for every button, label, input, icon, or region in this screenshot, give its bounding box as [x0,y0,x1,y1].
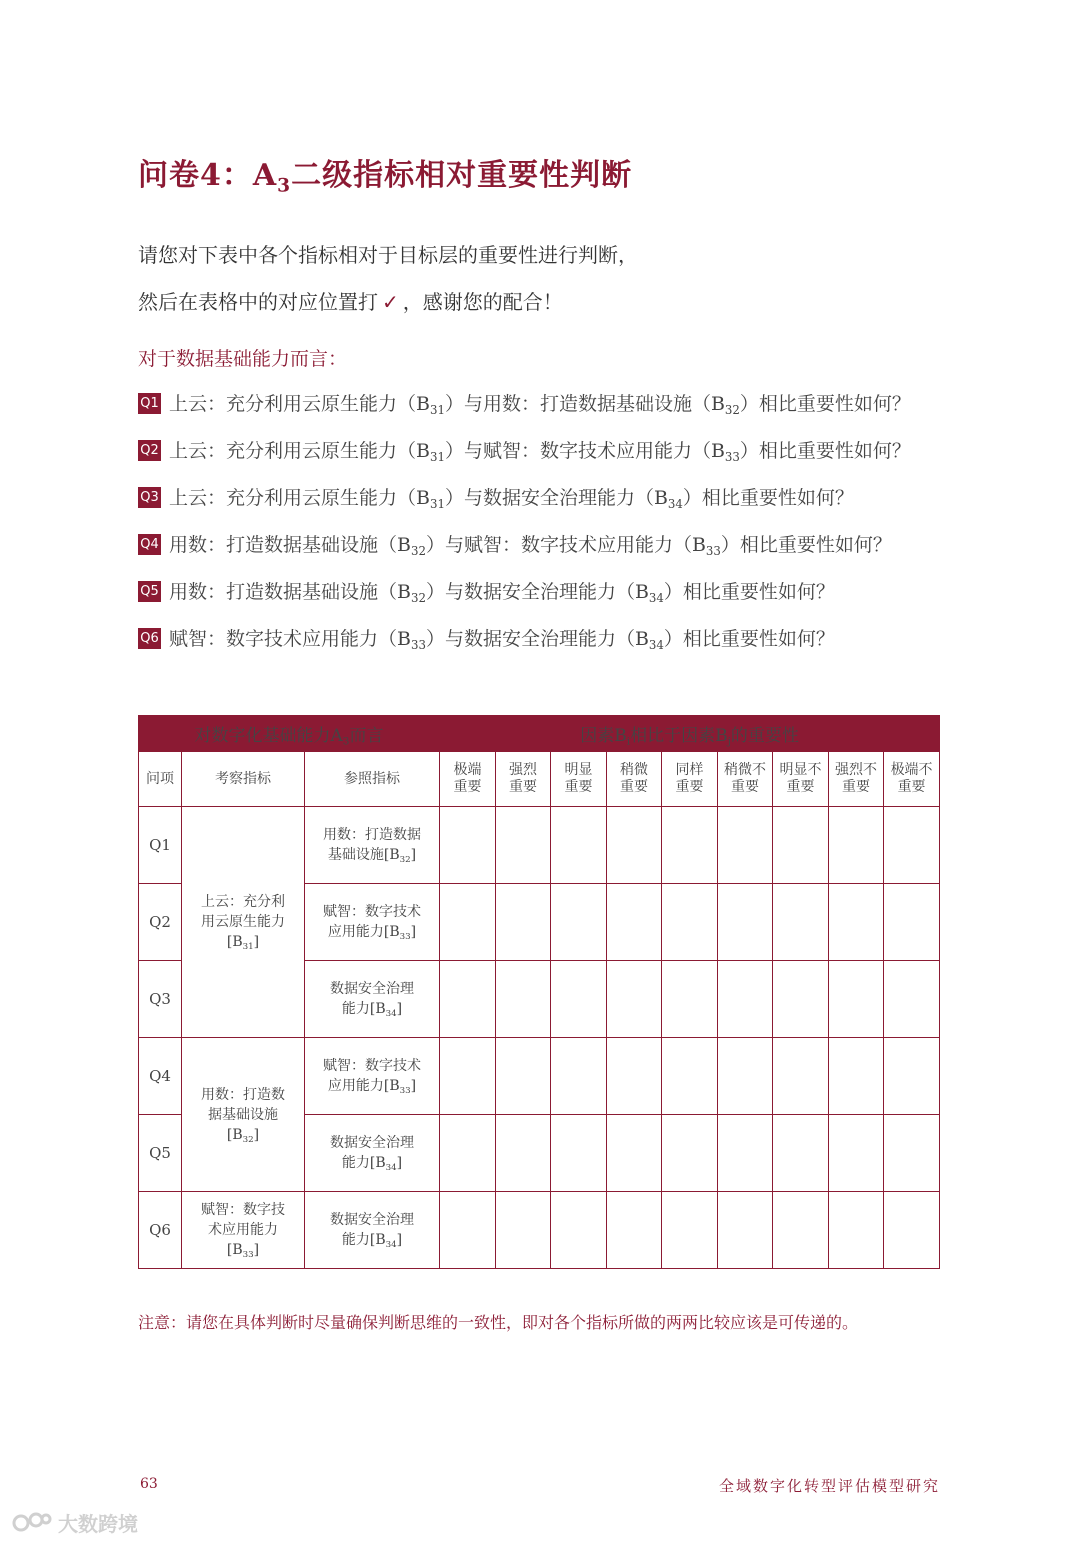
answer-cell[interactable] [662,1192,718,1269]
reference-code-close: ] [410,847,417,863]
list-item [138,623,1018,670]
scale-label-line2: 重要 [731,779,759,795]
reference-cell [305,1038,440,1115]
list-item [138,388,1018,435]
answer-cell[interactable] [662,884,718,961]
table-row [139,807,940,884]
answer-cell[interactable] [551,1115,607,1192]
header-left-sub: 3 [342,735,350,748]
question-fragment: 上云：充分利用云原生能力（B [169,393,430,415]
question-fragment: ）与数据安全治理能力（B [425,628,649,650]
question-text [169,576,835,608]
col-factor: 考察指标 [182,752,305,807]
answer-cell[interactable] [884,1192,940,1269]
question-subscript: 33 [705,544,721,559]
factor-code-close: ] [253,934,260,950]
question-subscript: 31 [429,403,445,418]
answer-cell[interactable] [607,1038,662,1115]
answer-cell[interactable] [662,1115,718,1192]
table-header-sub [139,752,940,807]
question-badge: Q2 [138,440,161,461]
scale-header [496,752,551,807]
scale-label-line1: 同样 [675,762,704,778]
note: 注意：请您在具体判断时尽量确保判断思维的一致性，即对各个指标所做的两两比较应该是可传递的。 [138,1313,859,1332]
reference-code: 能力[B [341,1155,386,1171]
scale-header [607,752,662,807]
title-subscript: 3 [277,175,292,197]
factor-line1: 赋智：数字技 [201,1202,285,1218]
scale-header [551,752,607,807]
answer-cell[interactable] [773,807,829,884]
scale-header [773,752,829,807]
factor-code [182,1125,304,1145]
question-badge: Q6 [138,628,161,649]
row-question-id: Q6 [139,1192,182,1269]
answer-cell[interactable] [829,1115,884,1192]
answer-cell[interactable] [829,807,884,884]
answer-cell[interactable] [440,807,496,884]
intro-paragraph [138,232,958,326]
row-question-id: Q2 [139,884,182,961]
answer-cell[interactable] [440,884,496,961]
reference-line2 [305,1153,439,1173]
reference-line2 [305,922,439,942]
question-text [169,482,854,514]
answer-cell[interactable] [718,1115,773,1192]
header-left-post: 而言 [349,726,384,746]
scale-label-line1: 强烈不 [835,762,877,778]
reference-code: 应用能力[B [327,1078,400,1094]
scale-label-line2: 重要 [564,779,593,795]
question-text [169,388,911,420]
question-fragment: ）与用数：打造数据基础设施（B [444,393,725,415]
scale-label-line2: 重要 [842,779,870,795]
header-right-post: 的重要性 [730,726,799,746]
answer-cell[interactable] [773,1038,829,1115]
question-fragment: ）与赋智：数字技术应用能力（B [444,440,725,462]
answer-cell[interactable] [718,807,773,884]
intro-line-2-before: 然后在表格中的对应位置打 [138,290,378,314]
answer-cell[interactable] [773,1192,829,1269]
reference-cell [305,961,440,1038]
question-fragment: ）与数据安全治理能力（B [444,487,668,509]
reference-code-sub: 34 [385,1163,397,1174]
answer-cell[interactable] [551,1192,607,1269]
reference-line1: 数据安全治理 [330,1135,414,1151]
answer-cell[interactable] [773,961,829,1038]
row-question-id: Q4 [139,1038,182,1115]
factor-code-sub: 32 [242,1134,254,1145]
question-fragment: ）与数据安全治理能力（B [425,581,649,603]
table-row [139,1038,940,1115]
answer-cell[interactable] [551,807,607,884]
question-badge: Q5 [138,581,161,602]
reference-cell [305,884,440,961]
question-fragment: 上云：充分利用云原生能力（B [169,440,430,462]
answer-cell[interactable] [662,1038,718,1115]
running-title: 全域数字化转型评估模型研究 [718,1477,940,1495]
list-item [138,529,1018,576]
reference-line1: 赋智：数字技术 [323,1058,421,1074]
row-question-id: Q1 [139,807,182,884]
reference-line2 [305,1230,439,1250]
reference-code-sub: 33 [399,932,411,943]
header-right-pre: 因素B [580,726,627,746]
table-body [139,807,940,1269]
factor-line2: 术应用能力 [208,1222,278,1238]
scale-label-line1: 强烈 [509,762,537,778]
factor-line2: 用云原生能力 [201,914,285,930]
answer-cell[interactable] [551,1038,607,1115]
question-fragment: ）相比重要性如何？ [682,487,854,509]
question-subscript: 33 [724,450,740,465]
factor-code-close: ] [253,1126,260,1143]
factor-code-close: ] [253,1242,260,1258]
reference-code-close: ] [396,1232,403,1248]
question-badge: Q4 [138,534,161,555]
answer-cell[interactable] [551,884,607,961]
answer-cell[interactable] [829,961,884,1038]
answer-cell[interactable] [829,884,884,961]
question-subscript: 33 [410,638,426,653]
answer-cell[interactable] [773,884,829,961]
header-right-sub-i: i [626,735,631,748]
question-badge: Q3 [138,487,161,508]
question-subscript: 32 [410,544,426,559]
question-fragment: 上云：充分利用云原生能力（B [169,487,430,509]
question-subscript: 31 [429,497,445,512]
factor-line2: 据基础设施 [208,1106,278,1123]
factor-line1: 上云：充分利 [201,894,285,910]
answer-cell[interactable] [496,1192,551,1269]
factor-code-sub: 31 [242,942,254,953]
scale-header [884,752,940,807]
header-left-pre: 对数字化基础能力A [194,726,343,746]
answer-cell[interactable] [551,961,607,1038]
title-prefix: 问卷4：A [138,158,278,193]
answer-cell[interactable] [884,1115,940,1192]
answer-cell[interactable] [718,884,773,961]
watermark [12,1508,138,1537]
reference-code: 能力[B [341,1232,386,1248]
question-fragment: ）相比重要性如何？ [663,628,835,650]
scale-label-line2: 重要 [786,779,815,795]
reference-code-sub: 34 [385,1009,397,1020]
col-reference: 参照指标 [305,752,440,807]
answer-cell[interactable] [496,961,551,1038]
question-fragment: ）相比重要性如何？ [663,581,835,603]
scale-label-line1: 稍微 [620,762,648,778]
answer-cell[interactable] [718,1038,773,1115]
answer-cell[interactable] [884,884,940,961]
table-row [139,1192,940,1269]
scale-label-line2: 重要 [675,779,704,795]
question-fragment: 赋智：数字技术应用能力（B [169,628,411,650]
scale-label-line2: 重要 [897,779,926,795]
answer-cell[interactable] [773,1115,829,1192]
survey-table [138,715,940,1269]
scale-label-line1: 稍微不 [724,762,766,778]
reference-code: 应用能力[B [327,924,400,940]
answer-cell[interactable] [829,1038,884,1115]
list-item [138,482,1018,529]
question-subscript: 31 [429,450,445,465]
question-fragment: 用数：打造数据基础设施（B [169,534,411,556]
question-subscript: 32 [724,403,740,418]
intro-line-2 [138,279,958,326]
reference-line1: 用数：打造数据 [323,827,421,843]
answer-cell[interactable] [496,1115,551,1192]
factor-code-b: [B [226,934,243,950]
question-text [169,529,892,561]
reference-code: 基础设施[B [327,847,400,863]
list-item [138,435,1018,482]
reference-line1: 数据安全治理 [330,981,414,997]
question-fragment: ）相比重要性如何？ [720,534,892,556]
col-question: 问项 [139,752,182,807]
question-list [138,388,1018,670]
factor-cell [182,807,305,1038]
reference-line2 [305,1076,439,1096]
reference-line1: 数据安全治理 [330,1212,414,1228]
reference-line2 [305,999,439,1019]
factor-code [182,932,304,952]
page-number: 63 [140,1476,158,1492]
factor-cell [182,1038,305,1192]
reference-cell [305,807,440,884]
scale-label-line1: 明显 [564,762,593,778]
answer-cell[interactable] [829,1192,884,1269]
factor-line1: 用数：打造数 [201,1086,285,1103]
reference-code-sub: 34 [385,1240,397,1251]
question-subscript: 34 [648,591,664,606]
scale-header [662,752,718,807]
scale-label-line1: 明显不 [779,762,822,778]
factor-cell [182,1192,305,1269]
watermark-text: 大数跨境 [58,1512,138,1536]
factor-code-b: [B [226,1242,243,1258]
header-right-sub-j: j [727,735,731,748]
reference-code-sub: 32 [399,855,411,866]
intro-line-1: 请您对下表中各个指标相对于目标层的重要性进行判断， [138,243,638,267]
answer-cell[interactable] [496,1038,551,1115]
header-left [139,716,440,752]
question-fragment: 用数：打造数据基础设施（B [169,581,411,603]
answer-cell[interactable] [662,961,718,1038]
factor-code-b: [B [226,1126,243,1143]
scale-label-line1: 极端 [453,762,482,778]
reference-code-close: ] [396,1001,403,1017]
answer-cell[interactable] [884,961,940,1038]
question-subscript: 32 [410,591,426,606]
answer-cell[interactable] [884,1038,940,1115]
answer-cell[interactable] [607,1192,662,1269]
factor-code-sub: 33 [242,1250,254,1261]
scale-header [440,752,496,807]
check-mark-icon: ✓ [382,290,399,314]
header-right-mid: 相比于因素B [630,726,728,746]
scale-header [829,752,884,807]
reference-code-close: ] [410,924,417,940]
scale-label-line2: 重要 [453,779,482,795]
reference-code: 能力[B [341,1001,386,1017]
table-header-main [139,716,940,752]
reference-cell [305,1192,440,1269]
title-suffix: 二级指标相对重要性判断 [291,158,633,193]
watermark-logo-icon [12,1511,52,1535]
reference-line2 [305,845,439,865]
intro-line-2-after: ，感谢您的配合！ [402,290,563,314]
answer-cell[interactable] [607,961,662,1038]
answer-cell[interactable] [440,1115,496,1192]
answer-cell[interactable] [607,1115,662,1192]
header-right [440,716,940,752]
answer-cell[interactable] [607,884,662,961]
question-fragment: ）相比重要性如何？ [739,440,911,462]
reference-code-close: ] [396,1155,403,1171]
question-badge: Q1 [138,393,161,414]
list-item [138,576,1018,623]
reference-line1: 赋智：数字技术 [323,904,421,920]
scale-label-line2: 重要 [620,779,648,795]
reference-cell [305,1115,440,1192]
reference-code-sub: 33 [399,1086,411,1097]
scale-label-line1: 极端不 [890,762,933,778]
row-question-id: Q3 [139,961,182,1038]
question-text [169,623,835,655]
factor-code [182,1240,304,1260]
answer-cell[interactable] [718,1192,773,1269]
section-label: 对于数据基础能力而言： [138,348,348,370]
answer-cell[interactable] [496,884,551,961]
answer-cell[interactable] [496,807,551,884]
question-text [169,435,911,467]
question-fragment: ）与赋智：数字技术应用能力（B [425,534,706,556]
answer-cell[interactable] [718,961,773,1038]
answer-cell[interactable] [440,1038,496,1115]
answer-cell[interactable] [662,807,718,884]
scale-header [718,752,773,807]
answer-cell[interactable] [440,1192,496,1269]
question-subscript: 34 [648,638,664,653]
reference-code-close: ] [410,1078,417,1094]
answer-cell[interactable] [884,807,940,884]
question-fragment: ）相比重要性如何？ [739,393,911,415]
scale-label-line2: 重要 [509,779,537,795]
row-question-id: Q5 [139,1115,182,1192]
page-title [138,150,633,197]
question-subscript: 34 [667,497,683,512]
answer-cell[interactable] [607,807,662,884]
answer-cell[interactable] [440,961,496,1038]
